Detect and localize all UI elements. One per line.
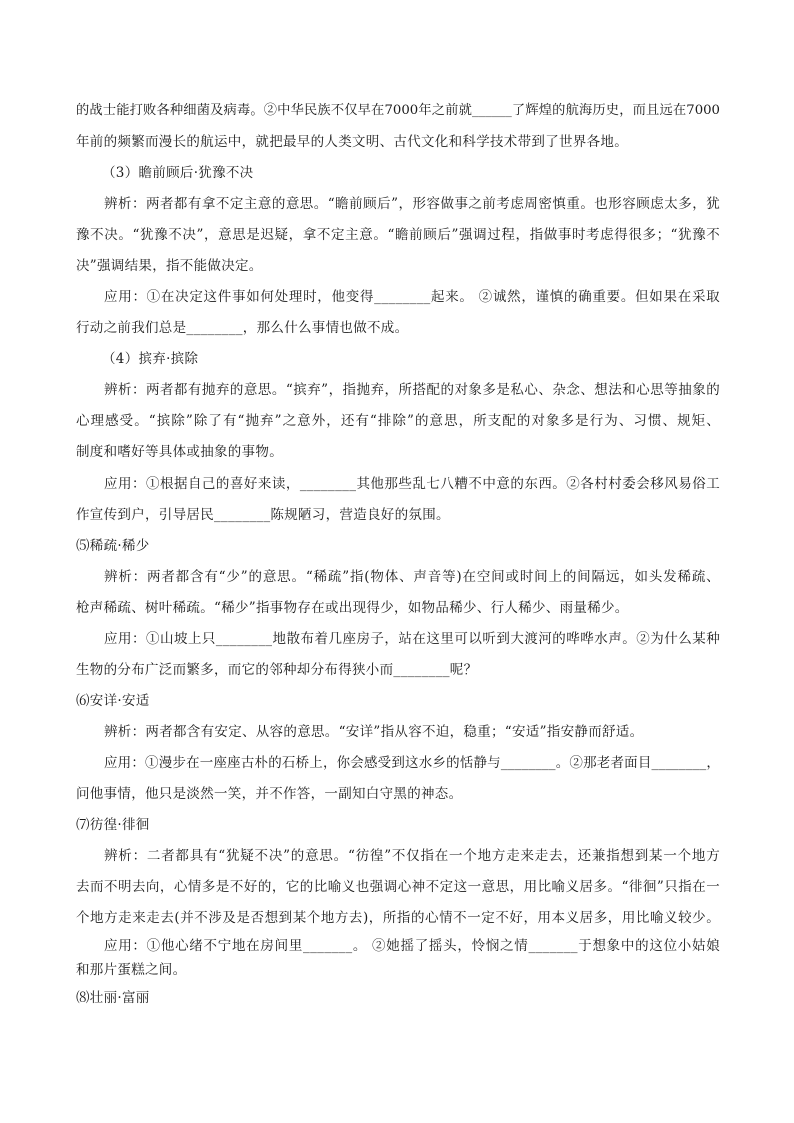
analysis-text-line: 豫不决。“犹豫不决”，意思是迟疑，拿不定主意。“瞻前顾后”强调过程，指做事时考虑得很多；“犹豫不 [76, 227, 720, 243]
analysis-text-line: 枪声稀疏、树叶稀疏。“稀少”指事物存在或出现得少，如物品稀少、行人稀少、雨量稀少。 [76, 600, 629, 616]
analysis-text-line: 心理感受。“摈除”除了有“抛弃”之意外，还有“排除”的意思，所支配的对象多是行为、习惯、规矩、 [76, 413, 720, 429]
application-text-line: 应用：①漫步在一座座古朴的石桥上，你会感受到这水乡的恬静与________。②那老者面目________， [104, 755, 720, 771]
analysis-text-line: 决”强调结果，指不能做决定。 [76, 258, 263, 274]
section-heading: ⑸稀疏·稀少 [76, 538, 150, 554]
application-text-line: 行动之前我们总是________，那么什么事情也做不成。 [76, 320, 409, 336]
application-text-line: 应用：①他心绪不宁地在房间里_______。 ②她摇了摇头，怜悯之情_______于想象中的这位小姑娘 [104, 938, 720, 954]
section-heading: （4）摈弃·摈除 [102, 351, 199, 367]
analysis-text-line: 辨析：两者都含有“少”的意思。“稀疏”指(物体、声音等)在空间或时间上的间隔远，如头发稀疏、 [104, 569, 720, 585]
analysis-text-line: 辨析：两者都有拿不定主意的意思。“瞻前顾后”，形容做事之前考虑周密慎重。也形容顾虑太多，犹 [104, 196, 720, 212]
application-text-line: 问他事情，他只是淡然一笑，并不作答，一副知白守黑的神态。 [76, 786, 463, 802]
section-heading: ⑺彷徨·徘徊 [76, 817, 150, 833]
application-text-line: 和那片蛋糕之间。 [76, 962, 187, 978]
section-heading: （3）瞻前顾后·犹豫不决 [102, 165, 254, 181]
application-text-line: 应用：①山坡上只________地散布着几座房子，站在这里可以听到大渡河的哗哗水声。②为什么某种 [104, 631, 720, 647]
analysis-text-line: 辨析：两者都含有安定、从容的意思。“安详”指从容不迫，稳重；“安适”指安静而舒适。 [104, 724, 644, 740]
application-text-line: 作宣传到户，引导居民________陈规陋习，营造良好的氛围。 [76, 507, 450, 523]
body-text-line: 年前的频繁而漫长的航运中，就把最早的人类文明、古代文化和科学技术带到了世界各地。 [76, 134, 628, 150]
analysis-text-line: 制度和嗜好等具体或抽象的事物。 [76, 444, 283, 460]
application-text-line: 生物的分布广泛而繁多，而它的邻种却分布得狭小而________呢？ [76, 662, 478, 678]
analysis-text-line: 辨析：两者都有抛弃的意思。“摈弃”，指抛弃，所搭配的对象多是私心、杂念、想法和心思等抽象的 [104, 382, 720, 398]
application-text-line: 应用：①在决定这件事如何处理时，他变得________起来。 ②诚然，谨慎的确重要。但如果在采取 [104, 289, 720, 305]
analysis-text-line: 辨析：二者都具有“犹疑不决”的意思。“彷徨”不仅指在一个地方走来走去，还兼指想到某一个地方 [104, 848, 720, 864]
section-heading: ⑻壮丽·富丽 [76, 990, 150, 1006]
body-text-line: 的战士能打败各种细菌及病毒。②中华民族不仅早在7000年之前就______了辉煌的航海历史，而且远在7000 [76, 103, 720, 118]
section-heading: ⑹安详·安适 [76, 693, 150, 709]
analysis-text-line: 去而不明去向，心情多是不好的，它的比喻义也强调心神不定这一意思，用比喻义居多。“徘徊”只指在一 [76, 879, 720, 895]
application-text-line: 应用：①根据自己的喜好来读，________其他那些乱七八糟不中意的东西。②各村村委会移风易俗工 [104, 476, 720, 492]
analysis-text-line: 个地方走来走去(并不涉及是否想到某个地方去)，所指的心情不一定不好，用本义居多，用比喻义较少。 [76, 910, 720, 926]
